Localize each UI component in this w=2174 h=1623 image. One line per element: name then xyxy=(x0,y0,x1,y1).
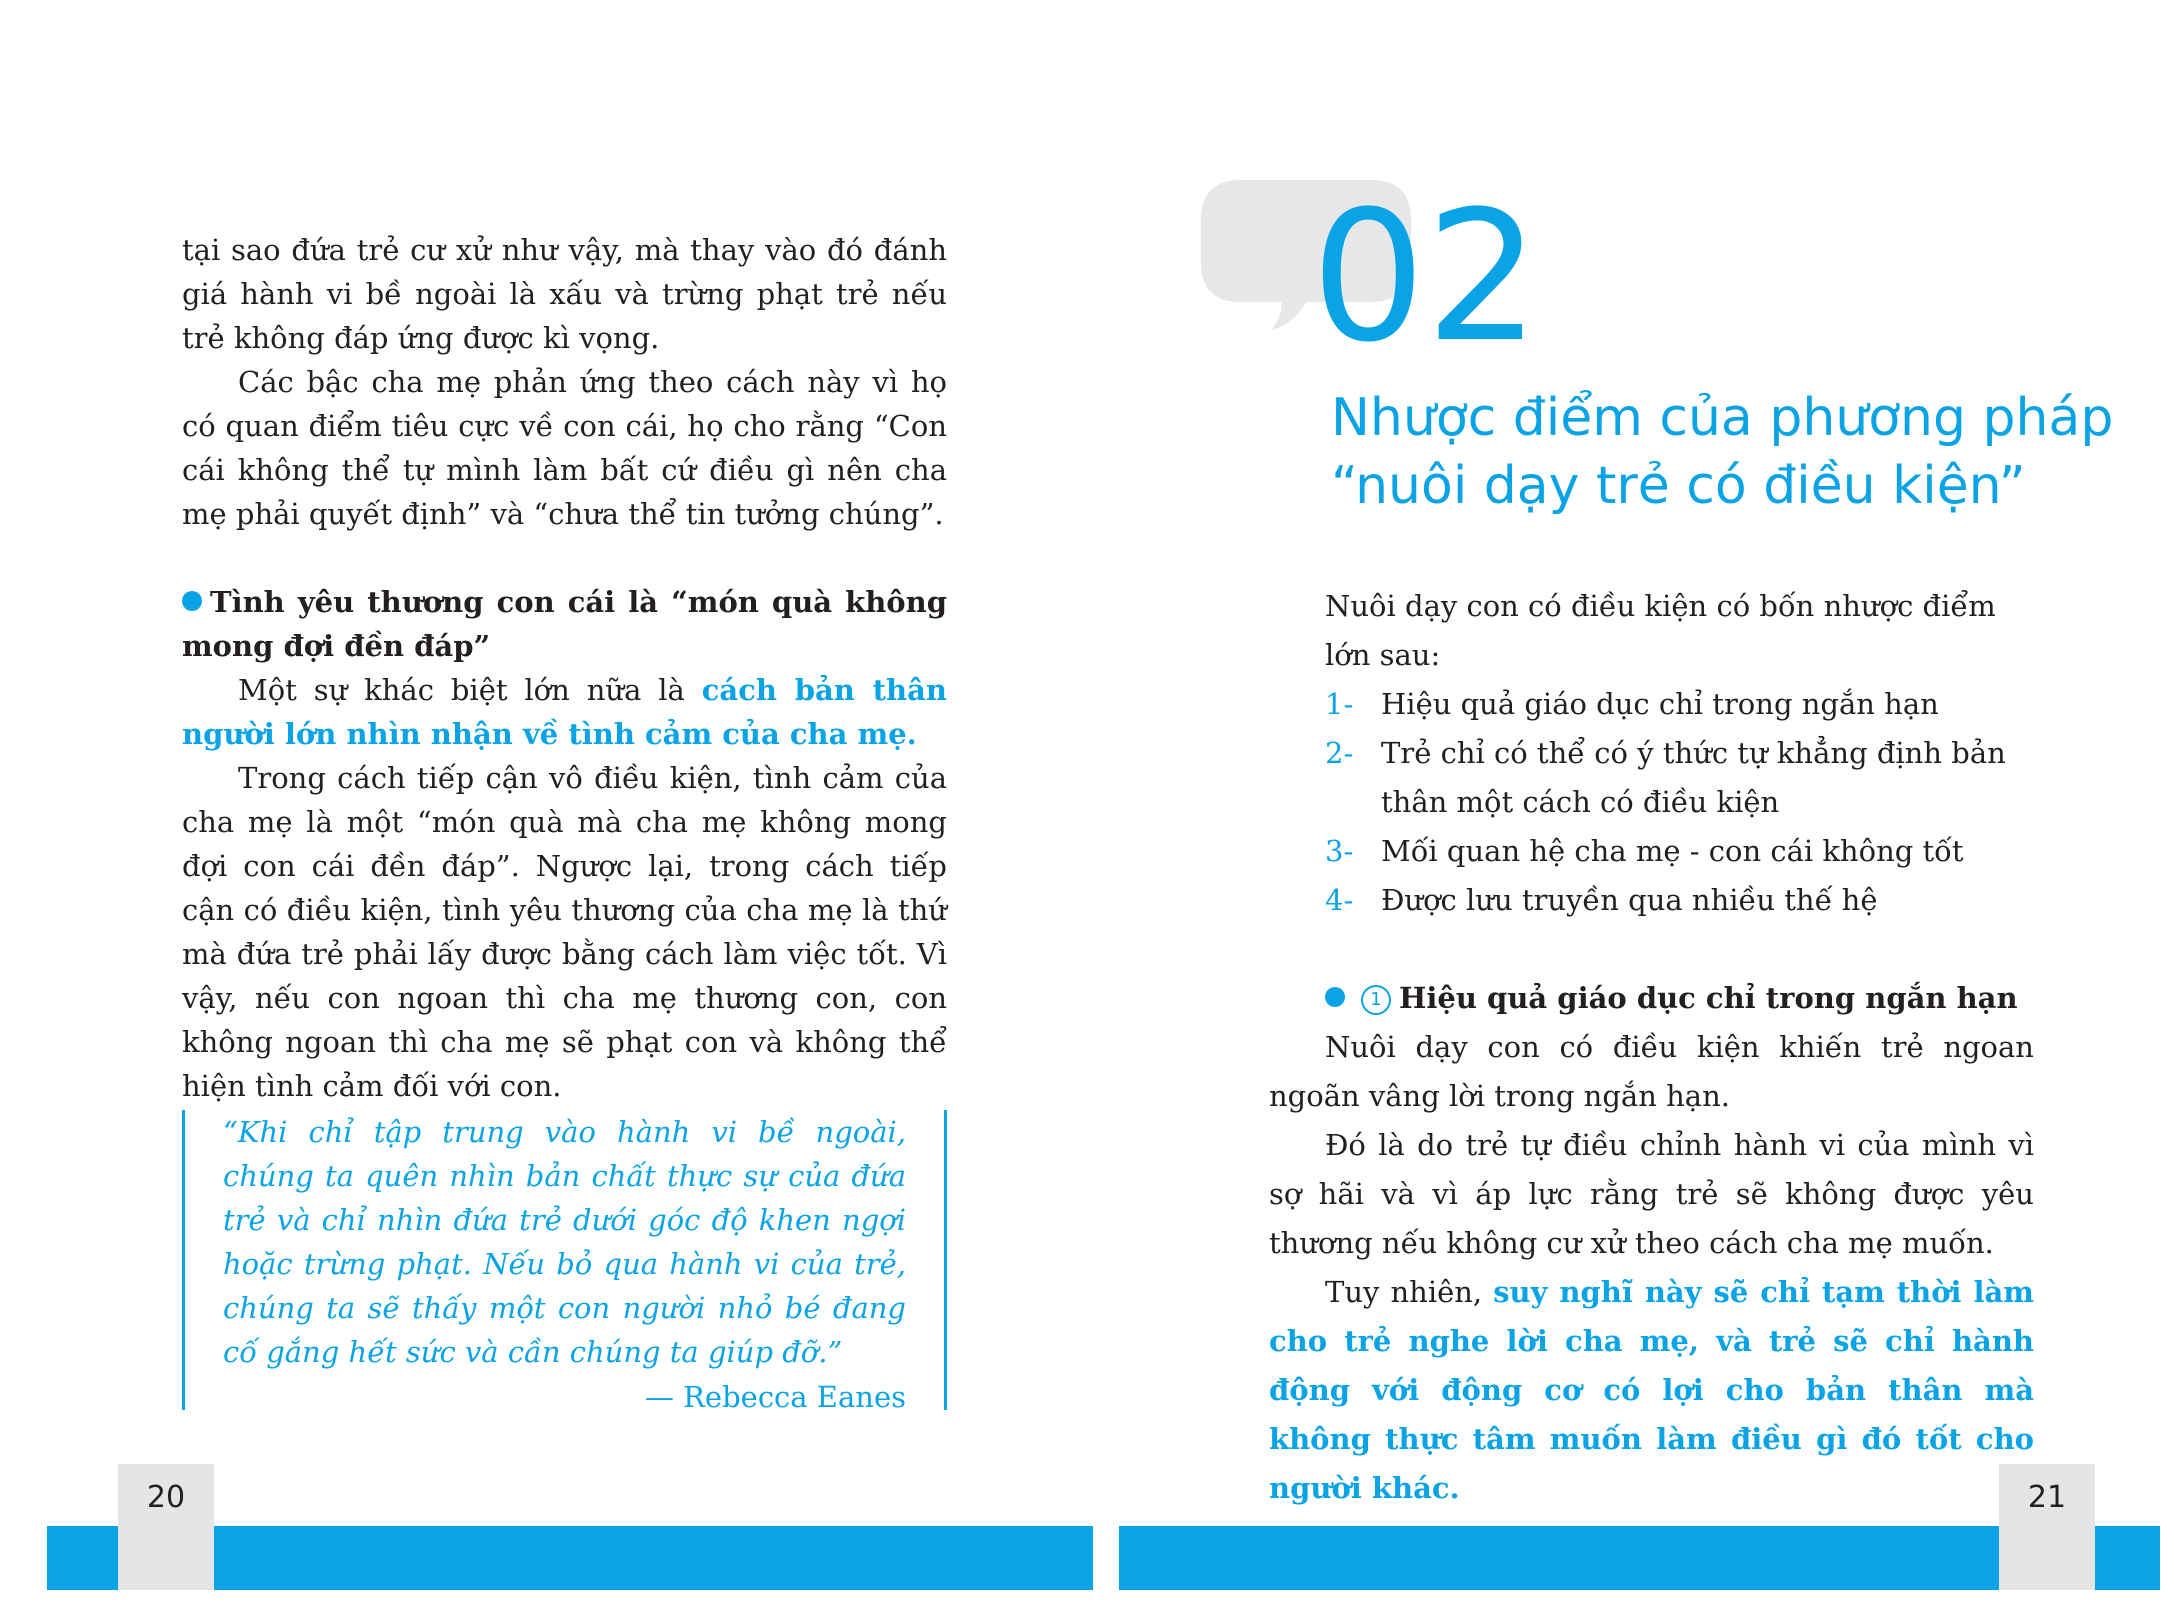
list-item xyxy=(1325,680,2034,729)
list-item xyxy=(1325,827,2034,876)
list-item-text: Mối quan hệ cha mẹ - con cái không tốt xyxy=(1381,834,1964,868)
circled-number-icon: 1 xyxy=(1361,985,1391,1015)
right-paragraph-2: Đó là do trẻ tự điều chỉnh hành vi của mình vì sợ hãi và vì áp lực rằng trẻ sẽ không được yêu thương nếu không cư xử theo cách cha mẹ muốn. xyxy=(1269,1128,2034,1260)
drawback-list xyxy=(1269,680,2034,925)
left-paragraph-4: Trong cách tiếp cận vô điều kiện, tình cảm của cha mẹ là một “món quà mà cha mẹ không mong đợi con cái đền đáp”. Ngược lại, trong cách tiếp cận có điều kiện, tình yêu thương của cha mẹ là thứ mà đứa trẻ phải lấy được bằng cách làm việc tốt. Vì vậy, nếu con ngoan thì cha mẹ thương con, con không ngoan thì cha mẹ sẽ phạt con và không thể hiện tình cảm đối với con. xyxy=(182,761,947,1103)
left-page-number-box xyxy=(118,1464,214,1590)
right-page xyxy=(1087,0,2174,1623)
right-paragraph-3-lead: Tuy nhiên, xyxy=(1325,1275,1494,1309)
list-item-text: Hiệu quả giáo dục chỉ trong ngắn hạn xyxy=(1381,687,1939,721)
right-intro: Nuôi dạy con có điều kiện có bốn nhược điểm lớn sau: xyxy=(1325,589,1996,672)
chapter-title xyxy=(1331,384,2113,520)
right-page-number-box xyxy=(1999,1464,2095,1590)
right-page-number: 21 xyxy=(2027,1480,2067,1515)
list-item-number: 2- xyxy=(1325,736,1354,770)
bullet-dot-icon xyxy=(1325,987,1345,1007)
list-item xyxy=(1325,729,2034,827)
right-paragraph-3-highlight: suy nghĩ này sẽ chỉ tạm thời làm cho trẻ nghe lời cha mẹ, và trẻ sẽ chỉ hành động với động cơ có lợi cho bản thân mà không thực tâm muốn làm điều gì đó tốt cho người khác. xyxy=(1269,1275,2034,1505)
left-text-column xyxy=(182,228,947,1108)
left-paragraph-3-highlight: cách bản thân người lớn nhìn nhận về tình cảm của cha mẹ. xyxy=(182,673,948,751)
chapter-number: 02 xyxy=(1311,173,1541,382)
chapter-title-line-2: “nuôi dạy trẻ có điều kiện” xyxy=(1331,456,2026,516)
left-paragraph-1: tại sao đứa trẻ cư xử như vậy, mà thay vào đó đánh giá hành vi bề ngoài là xấu và trừng phạt trẻ nếu trẻ không đáp ứng được kì vọng. xyxy=(182,233,947,355)
left-section-heading xyxy=(182,580,947,668)
right-text-column xyxy=(1269,582,2034,1513)
left-page-number: 20 xyxy=(146,1480,186,1515)
chapter-title-line-1: Nhược điểm của phương pháp xyxy=(1331,388,2114,448)
list-item-number: 3- xyxy=(1325,834,1354,868)
quote-bar-left xyxy=(182,1110,185,1410)
bullet-dot-icon xyxy=(182,591,202,611)
list-item-text: Trẻ chỉ có thể có ý thức tự khẳng định bản thân một cách có điều kiện xyxy=(1381,736,2006,819)
right-paragraph-3 xyxy=(1269,1268,2034,1513)
pull-quote xyxy=(182,1110,947,1414)
left-section-heading-text: Tình yêu thương con cái là “món quà không mong đợi đền đáp” xyxy=(182,585,947,663)
right-paragraph-1: Nuôi dạy con có điều kiện khiến trẻ ngoan ngoãn vâng lời trong ngắn hạn. xyxy=(1269,1030,2034,1113)
left-paragraph-2: Các bậc cha mẹ phản ứng theo cách này vì họ có quan điểm tiêu cực về con cái, họ cho rằng “Con cái không thể tự mình làm bất cứ điều gì nên cha mẹ phải quyết định” và “chưa thể tin tưởng chúng”. xyxy=(182,365,947,531)
list-item-number: 4- xyxy=(1325,883,1354,917)
right-section-heading-text: Hiệu quả giáo dục chỉ trong ngắn hạn xyxy=(1399,981,2018,1015)
list-item-number: 1- xyxy=(1325,687,1354,721)
quote-text: “Khi chỉ tập trung vào hành vi bề ngoài, chúng ta quên nhìn bản chất thực sự của đứa trẻ và chỉ nhìn đứa trẻ dưới góc độ khen ngợi hoặc trừng phạt. Nếu bỏ qua hành vi của trẻ, chúng ta sẽ thấy một con người nhỏ bé đang cố gắng hết sức và cần chúng ta giúp đỡ.” xyxy=(223,1115,906,1369)
quote-author: — Rebecca Eanes xyxy=(644,1380,906,1414)
list-item-text: Được lưu truyền qua nhiều thế hệ xyxy=(1381,883,1878,917)
left-paragraph-3-lead: Một sự khác biệt lớn nữa là xyxy=(238,673,702,707)
list-item xyxy=(1325,876,2034,925)
right-section-heading xyxy=(1325,974,2034,1023)
quote-bar-right xyxy=(944,1110,947,1410)
left-paragraph-3 xyxy=(182,668,947,756)
